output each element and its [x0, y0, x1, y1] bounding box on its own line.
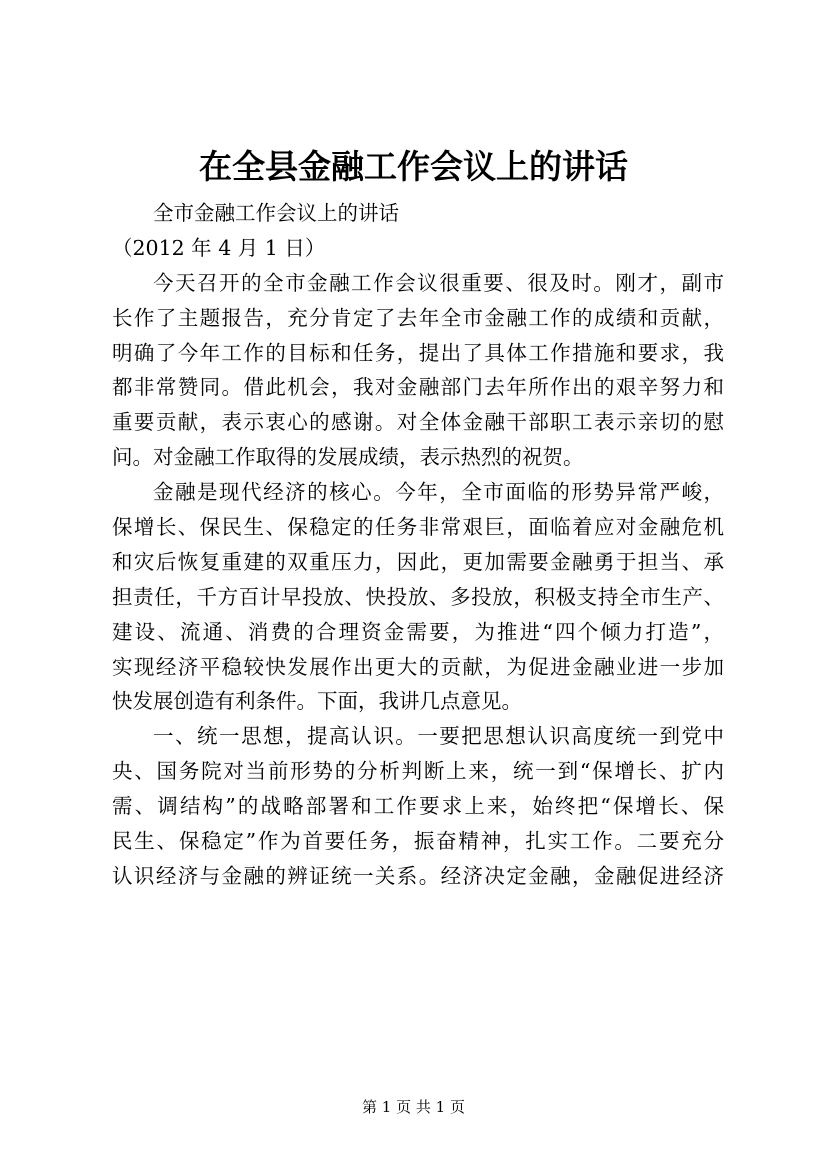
text-line: 问。对金融工作取得的发展成绩，表示热烈的祝贺。	[112, 445, 584, 470]
text-line: 金融是现代经济的核心。今年，全市面临的形势异常严峻，	[153, 480, 724, 505]
text-line: 民生、保稳定”作为首要任务，振奋精神，扎实工作。二要充分	[112, 829, 724, 854]
page-footer: 第 1 页 共 1 页	[362, 1098, 465, 1116]
text-line: 担责任，千方百计早投放、快投放、多投放，积极支持全市生产、	[112, 584, 724, 609]
text-line: 保增长、保民生、保稳定的任务非常艰巨，面临着应对金融危机	[112, 515, 724, 540]
text-line: 央、国务院对当前形势的分析判断上来，统一到“保增长、扩内	[112, 759, 724, 784]
text-line: 认识经济与金融的辨证统一关系。经济决定金融，金融促进经济	[112, 863, 724, 888]
text-line: 和灾后恢复重建的双重压力，因此，更加需要金融勇于担当、承	[112, 549, 724, 574]
document-body	[112, 196, 724, 894]
text-line: 明确了今年工作的目标和任务，提出了具体工作措施和要求，我	[112, 340, 724, 365]
text-line: 建设、流通、消费的合理资金需要，为推进“四个倾力打造”，	[112, 619, 724, 644]
text-line: 快发展创造有利条件。下面，我讲几点意见。	[112, 689, 522, 714]
text-line: 全市金融工作会议上的讲话	[153, 201, 399, 225]
document-title: 在全县金融工作会议上的讲话	[199, 147, 628, 186]
text-line: 一、统一思想，提高认识。一要把思想认识高度统一到党中	[153, 724, 724, 749]
text-line: 重要贡献，表示衷心的感谢。对全体金融干部职工表示亲切的慰	[112, 410, 724, 435]
text-line: 都非常赞同。借此机会，我对金融部门去年所作出的艰辛努力和	[112, 375, 724, 400]
text-line: 长作了主题报告，充分肯定了去年全市金融工作的成绩和贡献，	[112, 305, 724, 330]
text-line: 需、调结构”的战略部署和工作要求上来，始终把“保增长、保	[112, 794, 724, 819]
text-line: 实现经济平稳较快发展作出更大的贡献，为促进金融业进一步加	[112, 654, 724, 679]
text-line: （2012 年 4 月 1 日）	[112, 235, 326, 260]
text-line: 今天召开的全市金融工作会议很重要、很及时。刚才，副市	[153, 270, 724, 295]
